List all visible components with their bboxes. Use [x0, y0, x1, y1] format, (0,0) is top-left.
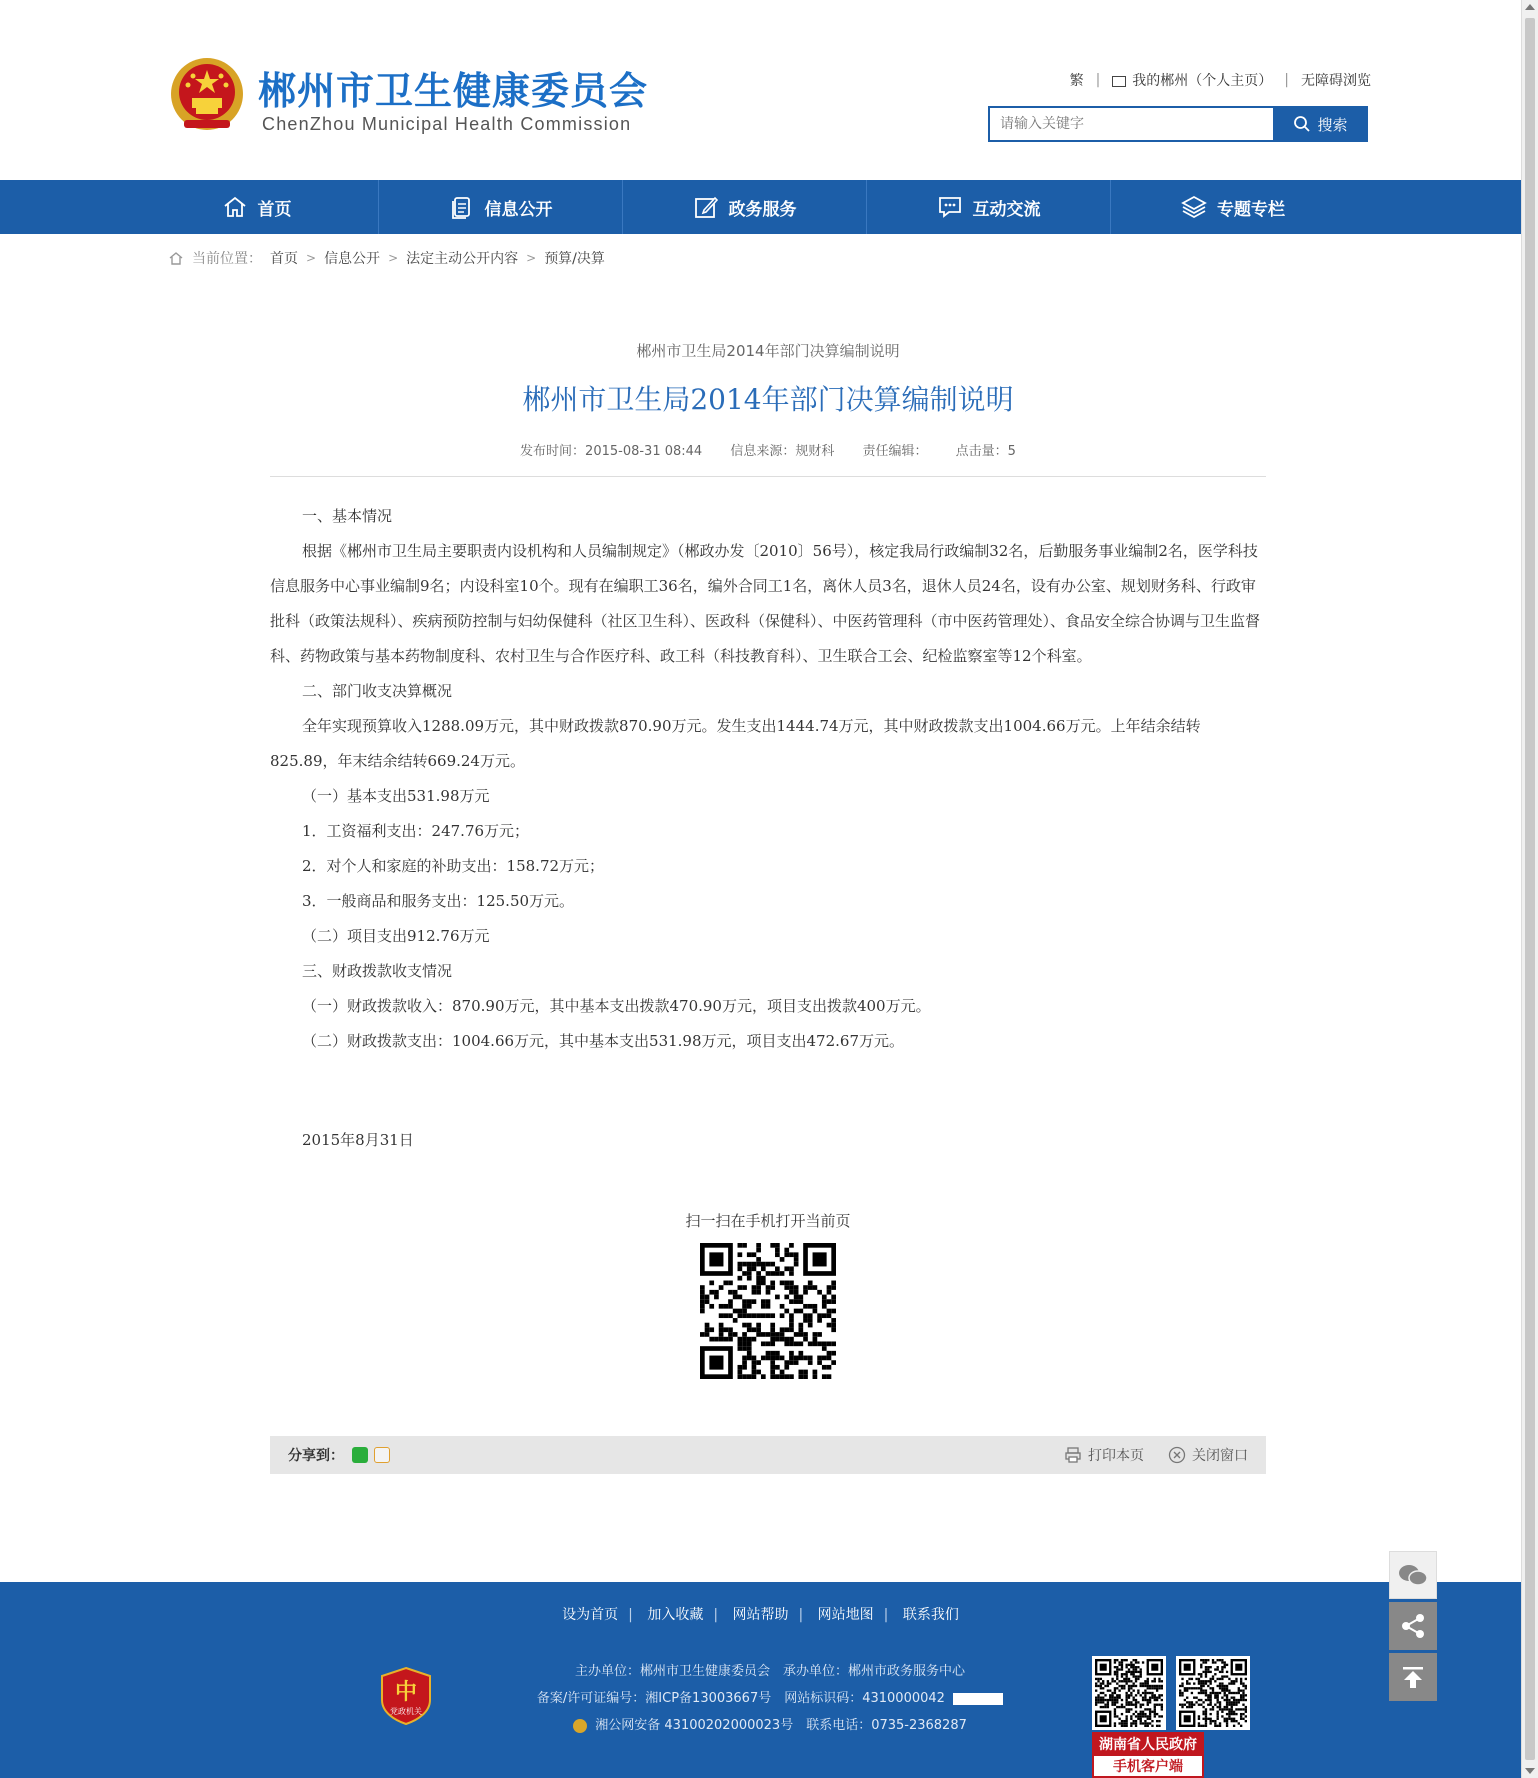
breadcrumb-item-info[interactable]: 信息公开 — [324, 251, 381, 267]
nav-label: 互动交流 — [972, 199, 1041, 220]
share-bar — [270, 1436, 1266, 1474]
layers-icon — [1181, 194, 1207, 220]
qr-label: 扫一扫在手机打开当前页 — [685, 1212, 851, 1230]
paragraph: 1．工资福利支出：247.76万元； — [302, 822, 530, 840]
print-label: 打印本页 — [1088, 1448, 1144, 1464]
document-icon — [449, 194, 475, 220]
page-qr-box — [270, 1210, 1266, 1379]
editor: 责任编辑： — [862, 444, 928, 459]
paragraph: 三、财政拨款收支情况 — [302, 962, 453, 980]
party-gov-badge-icon[interactable] — [380, 1666, 432, 1726]
home-icon — [222, 194, 248, 220]
printer-icon — [1064, 1446, 1082, 1464]
search-input[interactable] — [988, 106, 1273, 142]
floating-tools — [1389, 1551, 1437, 1704]
chat-icon — [937, 194, 963, 220]
nav-label: 信息公开 — [484, 199, 553, 220]
footer-police — [520, 1712, 1020, 1739]
main-nav — [0, 180, 1521, 234]
nav-item-special-topics[interactable] — [1111, 180, 1355, 234]
site-name-en: ChenZhou Municipal Health Commission — [262, 114, 632, 134]
paragraph: （二）财政拨款支出：1004.66万元，其中基本支出531.98万元，项目支出472.67万元。 — [302, 1032, 905, 1050]
paragraph: （一）财政拨款收入：870.90万元，其中基本支出拨款470.90万元，项目支出拨款400万元。 — [302, 997, 931, 1015]
footer-link-contact[interactable]: 联系我们 — [902, 1607, 959, 1623]
footer-icp-text: 备案/许可证编号：湘ICP备13003667号 网站标识码：4310000042 — [536, 1691, 945, 1706]
footer-qr-codes — [1092, 1656, 1250, 1730]
site-header — [0, 0, 1521, 180]
site-name-cn[interactable]: 郴州市卫生健康委员会 — [258, 69, 649, 113]
footer-links — [0, 1604, 1521, 1624]
footer-icp — [520, 1685, 1020, 1712]
article-title: 郴州市卫生局2014年部门决算编制说明 — [522, 383, 1014, 416]
search-form — [988, 106, 1368, 142]
nav-label: 专题专栏 — [1217, 199, 1285, 220]
monitor-icon — [1112, 76, 1126, 87]
breadcrumb-label: 当前位置： — [192, 251, 262, 267]
arrow-up-icon — [1399, 1663, 1427, 1691]
nav-label: 政务服务 — [728, 199, 797, 220]
article-content — [270, 499, 1266, 1059]
national-emblem-icon — [168, 54, 246, 136]
footer-link-favorite[interactable]: 加入收藏 — [647, 1607, 704, 1623]
divider: | — [1284, 72, 1289, 88]
back-to-top-button[interactable] — [1389, 1653, 1437, 1701]
paragraph: 一、基本情况 — [302, 507, 393, 525]
svg-text:中: 中 — [394, 1680, 418, 1705]
paragraph: 根据《郴州市卫生局主要职责内设机构和人员编制规定》（郴政办发〔2010〕56号），核定我局行政编制32名，后勤服务事业编制2名，医学科技信息服务中心事业编制9名；内设科室10个。现有在编职工36名，编外合同工1名，离休人员3名，退休人员24名，设有办公室、规划财务科、行政审批科（政策法规科）、疾病预防控制与妇幼保健科（社区卫生科）、医政科（保健科）、中医药管理科（市中医药管理处）、食品安全综合协调与卫生监督科、药物政策与基本药物制度科、农村卫生与合作医疗科、政工科（科技教育科）、卫生联合工会、纪检监察室等12个科室。 — [270, 542, 1261, 665]
breadcrumb-item-statutory[interactable]: 法定主动公开内容 — [406, 251, 519, 267]
home-icon — [168, 250, 184, 266]
divider: | — [883, 1607, 889, 1623]
print-page-button[interactable] — [1064, 1445, 1144, 1465]
close-window-button[interactable] — [1168, 1445, 1248, 1465]
nav-item-interaction[interactable] — [867, 180, 1111, 234]
breadcrumb-item-budget[interactable]: 预算/决算 — [544, 251, 605, 267]
edit-icon — [693, 194, 719, 220]
paragraph: 2．对个人和家庭的补助支出：158.72万元； — [302, 857, 605, 875]
wechat-share-icon[interactable] — [352, 1447, 368, 1463]
footer-info — [520, 1658, 1020, 1739]
divider: | — [1095, 72, 1101, 88]
share-icon — [1399, 1612, 1427, 1640]
divider: | — [628, 1607, 633, 1623]
top-links — [1070, 70, 1371, 90]
scroll-up-icon[interactable] — [1525, 4, 1535, 10]
footer-link-help[interactable]: 网站帮助 — [732, 1607, 789, 1623]
close-icon — [1168, 1446, 1186, 1464]
footer-link-sitemap[interactable]: 网站地图 — [817, 1607, 874, 1623]
footer-qr-2 — [1176, 1656, 1250, 1730]
divider: | — [798, 1607, 804, 1623]
accessibility-link[interactable]: 无障碍浏览 — [1301, 73, 1371, 89]
search-button-label: 搜索 — [1317, 115, 1348, 134]
wechat-icon — [1398, 1562, 1428, 1588]
article-subtitle: 郴州市卫生局2014年部门决算编制说明 — [636, 342, 900, 360]
nav-item-home[interactable] — [135, 180, 379, 234]
search-icon — [1293, 115, 1311, 133]
search-button[interactable] — [1273, 106, 1368, 142]
paragraph: （一）基本支出531.98万元 — [302, 787, 490, 805]
close-label: 关闭窗口 — [1192, 1448, 1248, 1464]
app-badge-line2: 手机客户端 — [1113, 1759, 1183, 1775]
hit-count: 点击量：5 — [955, 444, 1016, 459]
wechat-float-button[interactable] — [1389, 1551, 1437, 1599]
footer-police-text: 湘公网安备 43100202000023号 联系电话：0735-2368287 — [595, 1718, 967, 1733]
paragraph: （二）项目支出912.76万元 — [302, 927, 490, 945]
breadcrumb — [168, 248, 605, 268]
paragraph: 二、部门收支决算概况 — [302, 682, 453, 700]
vertical-scrollbar[interactable] — [1521, 0, 1538, 1778]
qr-code-icon — [1095, 1659, 1163, 1727]
nav-item-info-disclosure[interactable] — [379, 180, 623, 234]
article-meta — [270, 440, 1266, 464]
share-float-button[interactable] — [1389, 1602, 1437, 1650]
site-footer — [0, 1582, 1521, 1778]
footer-link-set-home[interactable]: 设为首页 — [562, 1607, 619, 1623]
info-source: 信息来源：规财科 — [730, 444, 835, 459]
breadcrumb-item-home[interactable]: 首页 — [270, 251, 298, 267]
site-id-badge-icon — [953, 1693, 1003, 1705]
my-chenzhou-link[interactable]: 我的郴州（个人主页） — [1132, 73, 1273, 89]
divider: | — [713, 1607, 719, 1623]
article-date: 2015年8月31日 — [302, 1131, 414, 1149]
publish-time: 发布时间：2015-08-31 08:44 — [520, 444, 703, 459]
divider — [270, 476, 1266, 477]
paragraph: 3．一般商品和服务支出：125.50万元。 — [302, 892, 575, 910]
nav-item-gov-service[interactable] — [623, 180, 867, 234]
paragraph: 全年实现预算收入1288.09万元，其中财政拨款870.90万元。发生支出1444.74万元，其中财政拨款支出1004.66万元。上年结余结转825.89，年末结余结转669.24万元。 — [270, 717, 1201, 770]
chevron-right-icon: > — [388, 251, 399, 265]
scroll-down-icon[interactable] — [1525, 1768, 1535, 1774]
article — [270, 340, 1266, 1230]
footer-host: 主办单位：郴州市卫生健康委员会 承办单位：郴州市政务服务中心 — [574, 1664, 965, 1679]
chevron-right-icon: > — [306, 251, 317, 265]
party-badge-text: 党政机关 — [390, 1707, 422, 1716]
traditional-chinese-link[interactable]: 繁 — [1069, 73, 1084, 89]
scrollbar-thumb[interactable] — [1525, 18, 1535, 1760]
app-client-badge[interactable] — [1092, 1732, 1204, 1778]
share-label: 分享到： — [288, 1448, 344, 1464]
qr-code-icon — [1179, 1659, 1247, 1727]
share-actions — [1064, 1445, 1248, 1465]
nav-label: 首页 — [257, 199, 292, 220]
footer-qr-1 — [1092, 1656, 1166, 1730]
qr-code-icon — [700, 1243, 836, 1379]
weibo-share-icon[interactable] — [374, 1447, 390, 1463]
app-badge-line1: 湖南省人民政府 — [1094, 1734, 1202, 1756]
police-badge-icon — [573, 1719, 587, 1733]
chevron-right-icon: > — [526, 251, 537, 265]
